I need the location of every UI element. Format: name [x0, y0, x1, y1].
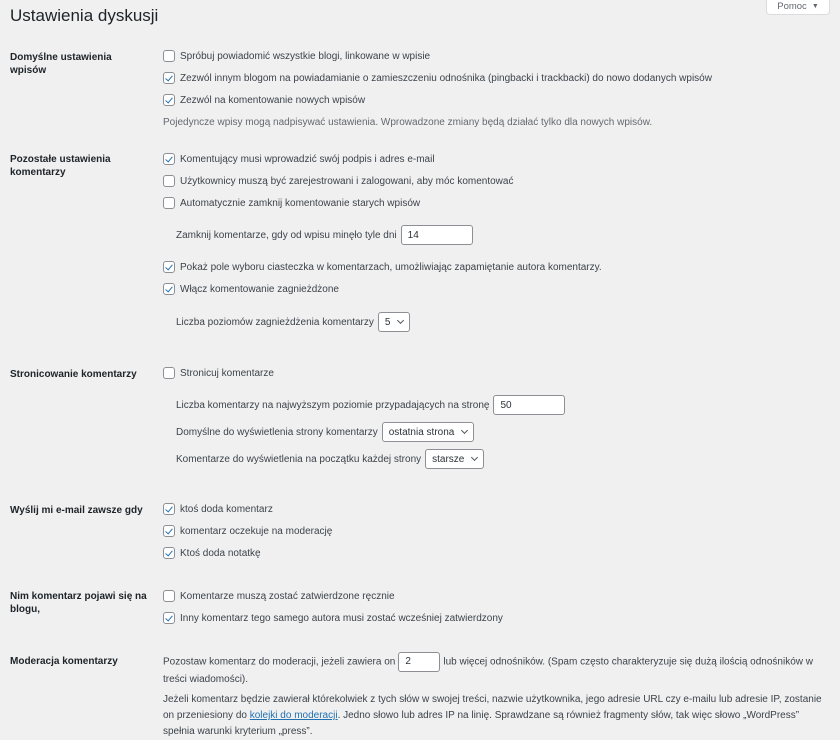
moderation-links-paragraph	[163, 652, 823, 688]
checkbox[interactable]	[163, 590, 175, 602]
checkbox[interactable]	[163, 153, 175, 165]
option-label: Komentujący musi wprowadzić swój podpis i adres e-mail	[180, 153, 435, 165]
option-email-new-comment[interactable]	[163, 503, 273, 515]
close-days-row	[176, 225, 473, 245]
other-comment-settings-label: Pozostałe ustawienia komentarzy	[10, 154, 111, 178]
close-days-input[interactable]: 14	[401, 225, 473, 245]
option-allow-pingbacks[interactable]	[163, 72, 712, 84]
option-label: Komentarze muszą zostać zatwierdzone ręcznie	[180, 590, 395, 602]
checkbox[interactable]	[163, 367, 175, 379]
option-require-registration[interactable]	[163, 175, 513, 187]
default-post-settings-label: Domyślne ustawienia wpisów	[10, 52, 112, 76]
option-paginate-comments[interactable]	[163, 367, 274, 379]
option-label: Stronicuj komentarze	[180, 367, 274, 379]
option-email-moderation[interactable]	[163, 525, 332, 537]
chevron-down-icon	[461, 427, 468, 434]
close-days-label: Zamknij komentarze, gdy od wpisu minęło tyle dni	[176, 229, 397, 241]
chevron-down-icon	[471, 454, 478, 461]
option-cookies-optin[interactable]	[163, 261, 602, 273]
option-require-name-email[interactable]	[163, 153, 435, 165]
moderation-queue-link[interactable]: kolejki do moderacji	[249, 710, 338, 721]
checkbox[interactable]	[163, 50, 175, 62]
option-previously-approved[interactable]	[163, 612, 503, 624]
option-label: Zezwól na komentowanie nowych wpisów	[180, 94, 366, 106]
checkbox[interactable]	[163, 525, 175, 537]
moderation-links-input[interactable]: 2	[398, 652, 440, 672]
option-label: Spróbuj powiadomić wszystkie blogi, linkowane w wpisie	[180, 50, 431, 62]
option-email-note[interactable]	[163, 547, 261, 559]
thread-depth-select[interactable]	[378, 312, 411, 332]
links-after-text: lub więcej odnośników. (Spam często charakteryzuje się dużą ilością odnośników w treści wiadomości).	[163, 656, 813, 685]
page-title: Ustawienia dyskusji	[10, 6, 159, 25]
help-button[interactable]	[766, 0, 830, 15]
option-label: Ktoś doda notatkę	[180, 547, 261, 559]
option-label: Zezwól innym blogom na powiadamianie o zamieszczeniu odnośnika (pingbacki i trackbacki) do nowo dodanych wpisów	[180, 72, 712, 84]
default-page-row	[176, 422, 474, 442]
option-close-old-comments[interactable]	[163, 197, 420, 209]
per-page-input[interactable]: 50	[493, 395, 565, 415]
comment-moderation-label: Moderacja komentarzy	[10, 656, 118, 667]
email-me-label: Wyślij mi e-mail zawsze gdy	[10, 505, 143, 516]
option-allow-comments[interactable]	[163, 94, 365, 106]
option-notify-blogs[interactable]	[163, 50, 430, 62]
before-comment-appears-label: Nim komentarz pojawi się na blogu,	[10, 591, 147, 615]
checkbox[interactable]	[163, 612, 175, 624]
option-label: komentarz oczekuje na moderację	[180, 525, 333, 537]
comment-order-value: starsze	[432, 453, 465, 465]
per-page-label: Liczba komentarzy na najwyższym poziomie przypadających na stronę	[176, 399, 490, 411]
option-label: Pokaż pole wyboru ciasteczka w komentarzach, umożliwiając zapamiętanie autora komentarzy.	[180, 261, 602, 273]
checkbox[interactable]	[163, 503, 175, 515]
thread-depth-row	[176, 312, 410, 332]
chevron-down-icon	[397, 317, 404, 324]
checkbox[interactable]	[163, 547, 175, 559]
keywords-before-text: Jeżeli komentarz będzie zawierał którekolwiek z tych słów w swojej treści, nazwie użytkownika, jego adresie URL czy e-mailu lub adresie IP, zostanie on przeniesiony do	[163, 694, 822, 721]
default-page-select[interactable]	[382, 422, 475, 442]
moderation-keywords-paragraph	[163, 692, 823, 740]
help-label: Pomoc	[777, 0, 807, 12]
comment-order-select[interactable]	[425, 449, 484, 469]
comment-order-row	[176, 449, 484, 469]
keywords-after-text: . Jedno słowo lub adres IP na linię. Sprawdzane są również fragmenty słów, tak więc słowo „WordPress” spełnia warunki kryterium „press”.	[163, 710, 800, 737]
checkbox[interactable]	[163, 197, 175, 209]
per-page-row	[176, 395, 565, 415]
option-threaded-comments[interactable]	[163, 283, 339, 295]
default-page-label: Domyślne do wyświetlenia strony komentarzy	[176, 426, 378, 438]
checkbox[interactable]	[163, 94, 175, 106]
option-label: Użytkownicy muszą być zarejestrowani i zalogowani, aby móc komentować	[180, 175, 514, 187]
default-post-note: Pojedyncze wpisy mogą nadpisywać ustawienia. Wprowadzone zmiany będą działać tylko dla nowych wpisów.	[163, 117, 653, 128]
triangle-down-icon: ▼	[811, 2, 819, 10]
option-manual-approval[interactable]	[163, 590, 395, 602]
comment-order-label: Komentarze do wyświetlenia na początku każdej strony	[176, 453, 422, 465]
option-label: Automatycznie zamknij komentowanie starych wpisów	[180, 197, 421, 209]
checkbox[interactable]	[163, 261, 175, 273]
thread-depth-value: 5	[384, 316, 391, 328]
comment-pagination-label: Stronicowanie komentarzy	[10, 369, 137, 380]
thread-depth-label: Liczba poziomów zagnieżdżenia komentarzy	[176, 316, 374, 328]
option-label: Inny komentarz tego samego autora musi zostać wcześniej zatwierdzony	[180, 612, 503, 624]
default-page-value: ostatnia strona	[388, 426, 455, 438]
checkbox[interactable]	[163, 283, 175, 295]
checkbox[interactable]	[163, 175, 175, 187]
links-before-text: Pozostaw komentarz do moderacji, jeżeli zawiera on	[163, 656, 396, 668]
option-label: ktoś doda komentarz	[180, 503, 273, 515]
option-label: Włącz komentowanie zagnieżdżone	[180, 283, 339, 295]
checkbox[interactable]	[163, 72, 175, 84]
